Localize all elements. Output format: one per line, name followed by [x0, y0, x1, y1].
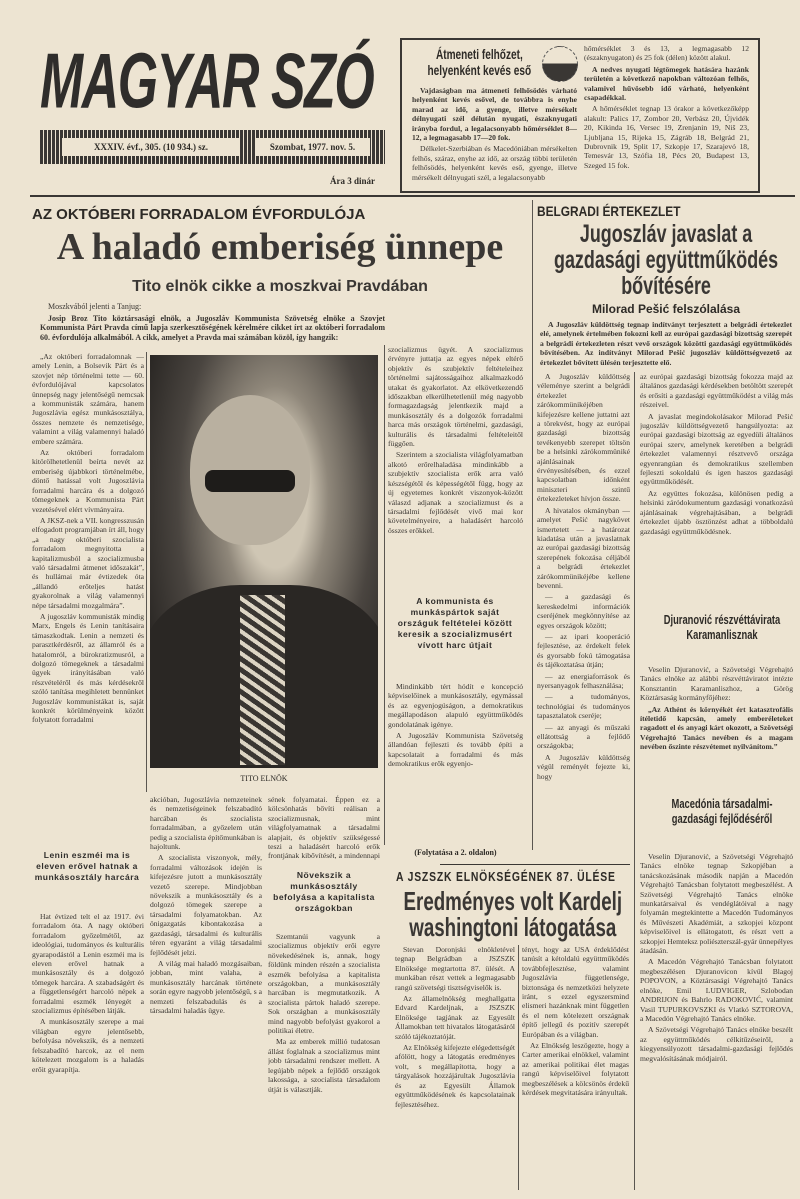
continued-note: (Folytatása a 2. oldalon) — [414, 848, 497, 857]
paragraph: A szocialista viszonyok, mély, forradalmi változások idején is kifejezésre jutott a munkásosztály vezető szerepe. Mindjobban növekszik a munkásosztály és a dolgozó tömegek szerepe a társadalmi folyamatokban. Az önigazgatás kibontakozása a gazdasági, társadalmi és kulturális téren egyaránt a világ társadalmi fejlődését jelzi. — [150, 853, 262, 957]
lead-headline: A haladó emberiség ünnepe — [56, 226, 504, 268]
paragraph: A hivatalos okmányban — amelyet Pešić nagykövet ismertetett — a határozat kiadatása után a javaslatnak az európai gazdasági bizottság szerepének fokozása céljából a belgrádi értekezlet zárókommünikéjébe kellene bevenni. — [537, 505, 630, 590]
kardelj-headline-line: Eredményes volt Kardelj — [403, 886, 623, 916]
newspaper-logo: MAGYAR SZÓ — [40, 36, 374, 125]
paragraph: A Szövetségi Végrehajtó Tanács elnöke beszélt az együttműködés célkitűzéseiről, a kiegyensúlyozott társadalmi-gazdasági fejlődés megvalósításának módjairól. — [640, 1025, 793, 1063]
kardelj-headline-line: washingtoni látogatása — [409, 912, 617, 942]
weather-column-1 — [412, 86, 577, 190]
weather-box — [400, 38, 760, 193]
paragraph: sének folyamatai. Éppen ez a kölcsönhatás bővíti reálisan a szocializmusnak, mint világfolyamatnak a társadalmi alapjait, és objektív szükségessé teszi a haladásért harcoló erők frontjának kibővítését, a mindennapi — [268, 795, 380, 861]
paragraph: szocializmus ügyét. A szocializmus érvényre juttatja az egyes népek eltérő objektív és szubjektív feltételeihez történelmi sajátosságaihoz alkalmazkodó utakat és gyakorlatot. Az elkövetkezendő időszakban elkerülhetetlenül még nagyobb formagazdagság jelentkezik majd a munkásosztály és a dolgozók forradalmi harca más országok történelmi, gazdasági, kulturális és társadalmi feltételeitől függően. — [388, 345, 523, 449]
weather-headline-line: Átmeneti felhőzet, — [435, 46, 523, 62]
macedonia-body — [640, 852, 793, 1190]
paragraph: A Macedón Végrehajtó Tanácsban folytatott megbeszélésen Djuranovicon kívül Blagoj POPOVON, a Köztársasági Végrehajtó Tanács elnöke, Emil LUDVIGER, Szlobodan ANDRIJON és Bahrlo RADOKOVIĆ, valamint Vasil TUPURKOVSZKI és Vlatkó SZTOROVA, a Macedón Végrehajtó Tanács elnöke. — [640, 957, 793, 1023]
belgrade-kicker: BELGRADI ÉRTEKEZLET — [537, 203, 681, 219]
weather-paragraph: hőmérséklet 3 és 13, a legmagasabb 12 (északnyugaton) és 25 fok (délen) között alakul. — [584, 44, 749, 63]
lenin-subhead: Lenin eszméi ma is eleven erővel hatnak a munkásosztály harcára — [34, 850, 140, 882]
belgrade-headline: Jugoszláv javaslat a gazdasági együttműködés bővítésére — [553, 220, 779, 300]
intro-paragraph: Josip Broz Tito köztársasági elnök, a Jugoszláv Kommunista Szövetség elnöke a Szovjet Kommunista Párt Pravda című lapja szerkesztőségének kérelmére cikket írt az októberi forradalom 60. évfordulója alkalmából. A cikk, amelyet a Pravda mai számában közöl, így hangzik: — [40, 313, 385, 342]
djuranovic-body — [640, 665, 793, 787]
lead-center-column — [388, 345, 523, 583]
divider — [30, 195, 795, 197]
lead-column-3 — [268, 795, 380, 861]
column-divider — [634, 372, 635, 1190]
paragraph: az európai gazdasági bizottság fokozza majd az általános gazdasági kérdésekben betöltött szerepét és erősíti a gazdasági együttműködést a világ más részeivel. — [640, 372, 793, 410]
kardelj-column-2 — [522, 945, 629, 1190]
paragraph: Az Elnökség leszögezte, hogy a Carter amerikai elnökkel, valamint az amerikai politikai élet magas rangú képviselőivel folytatott megbeszélések a kölcsönös érdekű kérdések megvitatására irányultak. — [522, 1041, 629, 1098]
belgrade-intro — [540, 320, 792, 368]
belgrade-column-2 — [640, 372, 793, 604]
lead-column-2 — [150, 795, 262, 1190]
price: Ára 3 dinár — [330, 176, 375, 186]
paragraph: A munkásosztály szerepe a mai világban egyre jelentősebb, befolyása növekszik, és a nemzeti felszabadító harcok, az el nem kötelezett mozgalom is a haladás erőit gyarapítja. — [32, 1017, 144, 1074]
paragraph: tényt, hogy az USA érdeklődést tanúsít a kétoldalú együttműködés továbbfejlesztése, valamint Jugoszlávia függetlensége, biztonsága és nemzetközi helyzete iránt, s ezzel egyszersmind elismeri hazánknak mint független és el nem kötelezett országnak építő jellegű és pozitív szerepét Európában és a világban. — [522, 945, 629, 1039]
weather-column-2 — [584, 44, 749, 190]
kardelj-kicker: A JSZSZK ELNÖKSÉGÉNEK 87. ÜLÉSE — [396, 869, 616, 884]
paragraph: Az Elnökség kifejezte elégedettségét afölött, hogy a látogatás eredményes volt, s megállapította, hogy a tárgyalások hozzájárultak Jugoszlávia és az Egyesült Államok együttműködésének és kapcsolatainak fejlesztéséhez. — [395, 1043, 515, 1109]
paragraph: Veselin Djuranović, a Szövetségi Végrehajtó Tanács elnöke tegnap Szkopjéban a tanácskozásának második napján a Macedón Végrehajtó Tanácsban folytatott megbeszélést. A Szövetségi Végrehajtó Tanács elnöke munkatársaival és vendéglátóival a nagy folyamán megtekintette a Macedón Tudományos és Művészeti Akadémiát, a szkopjei központ képviselőivel is ellátogatott, és részt vett a szkopjei Hemteksz poliészterszál-gyár ünnepélyes átadásán. — [640, 852, 793, 956]
paragraph: „Az októberi forradalomnak — amely Lenin, a Bolsevik Párt és a szovjet nép történelmi tette — 60. évfordulójával kapcsolatos ünnepség nagy jelentőségű nemcsak a kommunisták számára, hanem Jugoszlávia egész munkásosztálya, összes nemzete és nemzetisége, valamint a világ valamennyi haladó embere számára. — [32, 352, 144, 446]
lead-intro — [40, 302, 385, 350]
djuranovic-headline: Djuranović részvéttávirata Karamanlisznak — [663, 612, 781, 642]
portrait-tie — [240, 595, 285, 765]
paragraph: Hat évtized telt el az 1917. évi forradalom óta. A nagy októberi forradalom győzelmétől, az ideológiai, tudományos és kulturális gyarapodástól a Lenin eszméi ma is eleven erővel hatnak a munkásosztály és a dolgozó tömegek harcára. A szabadságért és a függetlenségért harcoló népek a forradalmi eszmék lényegét a szocializmus építésében látják. — [32, 912, 144, 1016]
paragraph: — a tudományos, technológiai és tudományos tapasztalatok cseréje; — [537, 692, 630, 721]
lead-subheadline: Tito elnök cikke a moszkvai Pravdában — [132, 278, 428, 295]
lead-kicker: AZ OKTÓBERI FORRADALOM ÉVFORDULÓJA — [32, 206, 366, 223]
paragraph: Szemtanúi vagyunk a szocializmus objektív erői egyre növekedésének is, annak, hogy földünk minden részén a szocialista eszmék befolyása a kapitalista országokban, a munkásosztály harcában is megmutatkozik. A szocialista pártok haladó szerepe. Sok országban a munkásosztály mind nagyobb befolyást gyakorol a politikai életre. — [268, 932, 380, 1036]
tito-photo — [150, 355, 378, 768]
worker-subhead: Növekszik a munkásosztály befolyása a kapitalista országokban — [273, 870, 375, 913]
issue-date: Szombat, 1977. nov. 5. — [255, 138, 370, 156]
photo-caption: TITO ELNÖK — [240, 774, 288, 783]
paragraph: — az ipari kooperáció fejlesztése, az érdekelt felek és gyorsabb fokú támogatása és tájékoztatása útján; — [537, 631, 630, 670]
paragraph: A Jugoszláv küldöttség véleménye szerint a belgrádi értekezlet zárókommünikéjében kifejezésre kellene juttatni azt a törekvést, hogy az európai gazdasági bizottság tevékenyebb szerepet töltsön be a helsinki zárókommüniké ajánlásainak érvényesítésében, és ezzel kapcsolatban időnként miniszteri szintű értekezleteket hívjon össze. — [537, 372, 630, 504]
paragraph: A jugoszláv kommunisták mindig Marx, Engels és Lenin tanításaira támaszkodtak. Lenin a nemzeti és parasztkérdésről, az államról és a hatalomról, a bürokratizmusról, a dolgozó tömegeknek a társadalmi ügyek irányításában való részvételéről és más kérdésekről szóló tanítása megihletett bennünket Jugoszláv kommunistákat is, saját konkrét körülményeink között folytatott forradalmi — [32, 611, 144, 725]
dateline: Moszkvából jelenti a Tanjug: — [48, 302, 142, 311]
kardelj-column-1 — [395, 945, 515, 1190]
issue-date-bar — [40, 130, 385, 164]
cloud-sun-icon — [542, 46, 578, 82]
belgrade-subheadline: Milorad Pešić felszólalása — [591, 302, 741, 316]
paragraph: A Jugoszláv küldöttség végül reményét fejezte ki, hogy — [537, 752, 630, 781]
paragraph: Szerintem a szocialista világfolyamatban alkotó erőrelhaladása mindinkább a szubjektív szocialista erők arra való készségétől és képességétől függ, hogy az új egyetemes konkrét viszonyok-között válaszd adjanak a szocializmust és a társadalmi fejlődését vivő mai kor követelményeire, a haladásért harcoló összes erőkkel. — [388, 450, 523, 535]
column-divider — [384, 345, 385, 845]
weather-paragraph: Vajdaságban ma átmeneti felhősödés várható helyenként kevés esővel, de továbbra is enyhe marad az idő, a gyenge, illetve mérsékelt délnyugati szél délután nyugati, északnyugati irányba fordul, a legalacsonyabb hőmérséklet 8—12, a legmagasabb 17—20 fok. — [412, 86, 577, 143]
column-divider — [146, 352, 147, 792]
paragraph: Az együttes fokozása, különösen pedig a helsinki záródokumentum gazdasági vonatkozású ajánlásainak végrehajtásában, a belgrádi értekezlet újabb ösztönzést adhat a többoldalú gazdasági együttműködésnek. — [640, 488, 793, 536]
lead-column-1 — [32, 352, 144, 840]
paragraph: Az októberi forradalom kitörölhetetlenül beírta nevét az emberiség újabbkori történelmébe, döntő hatással volt Jugoszlávia forradalmi harcára és a dolgozó tömegeknek a Kommunista Párt vezetésével elért vívmányaira. — [32, 448, 144, 514]
weather-paragraph: Délkelet-Szerbiában és Macedóniában mérsékelten felhős, száraz, enyhe az idő, az ország többi területén felhősödés, helyenként kevés eső, gyenge, illetve mérsékelt délnyugati szél, a legalacsonyabb — [412, 144, 577, 182]
paragraph: Mindinkább tért hódít e koncepció képviselőinek a munkásosztály, egymással és az egyenjogúságon, a demokratikus megállapodáson alapuló együttműködés gondolatának igénye. — [388, 682, 523, 729]
paragraph: Stevan Doronjski elnökletével tegnap Belgrádban a JSZSZK Elnöksége megtartotta 87. ülését. A munkában részt vettek a legmagasabb rangú szövetségi tisztségviselők is. — [395, 945, 515, 992]
portrait-glasses — [205, 470, 295, 492]
paragraph: A javaslat megindokolásakor Milorad Pešić jugoszláv küldöttségvezető hangsúlyozta: az európai gazdasági bizottság az egyedüli általános európai szerv, amelynek keretében a belgrádi értekezlet valamennyi résztvevő országa egyenrangúan és demokratikus szellemben fejleszti sokoldalú és igen haszos gazdasági együttműködését. — [640, 411, 793, 487]
intro-paragraph: A Jugoszláv küldöttség tegnap indítványt terjesztett a belgrádi értekezlet elé, amelynek értelmében fokozni kell az európai gazdasági bizottság szerepét a belgrádi értekezleten részt vevő országok közötti gazdasági együttműködés bővítésében. Az indítványt Milorad Pešić jugoszláv küldöttségvezető az értekezlet bővített ülésén terjesztette elő. — [540, 320, 792, 367]
paragraph: Veselin Djuranović, a Szövetségi Végrehajtó Tanács elnöke az alábbi részvéttáviratot intézte Konsztantin Karamanliszhoz, a Görög Köztársaság kormányfőjéhez: — [640, 665, 793, 703]
paragraph: — az energiaforrások és nyersanyagok felhasználása; — [537, 671, 630, 690]
lead-center-column-2 — [388, 682, 523, 842]
center-subhead: A kommunista és munkáspártok saját országuk feltételei között keresik a szocializmusért vívott harc útjait — [397, 596, 513, 650]
belgrade-column-1 — [537, 372, 630, 850]
paragraph: — a gazdasági és kereskedelmi információk cseréjének megkönnyítése az egyes országok között; — [537, 592, 630, 630]
weather-headline — [416, 46, 543, 78]
paragraph: „Az Athént és környékét ért katasztrofális ítéletidő kapcsán, amely emberéleteket ragadott el és anyagi kárt okozott, a Szövetségi Végrehajtó Tanács nevében és a magam nevében őszinte részvétemet nyilvánítom.” — [640, 704, 793, 752]
paragraph: Az államelnökség meghallgatta Edvard Kardeljnak, a JSZSZK Elnöksége tagjának az Egyesült Államokban tett hivatalos látogatásáról szóló tájékoztatóját. — [395, 994, 515, 1041]
paragraph: — az anyagi és műszaki ellátottság a fejlődő országokba; — [537, 722, 630, 751]
lead-column-1b — [32, 912, 144, 1190]
issue-number: XXXIV. évf., 305. (10 934.) sz. — [62, 138, 240, 156]
paragraph: A JKSZ-nek a VII. kongresszusán elfogadott programjában írt áll, hogy „a nagy októberi szocialista forradalom megnyitotta a kapitalizmusból a szocializmusba való társadalmi átmenet időszakát”, és hullámai már évtizedek óta „állandó erőteljes hatást gyakorolnak a világ valamennyi népe társadalmi mozgalmára”. — [32, 515, 144, 610]
paragraph: Ma az emberek millió tudatosan állást foglalnak a szocializmus mint jobb társadalmi rendszer mellett. A legújabb népek a fejlődő országok lakossága, a szocialista társadalom útját is választják. — [268, 1037, 380, 1094]
weather-paragraph: A hőmérséklet tegnap 13 órakor a következőképp alakult: Palics 17, Zombor 20, Verbász 20, Újvidék 20, Kikinda 16, Versec 19, Zrenjanin 19, Niš 23, Ljubljana 15, Rijeka 15, Zágráb 18, Belgrád 21, Dubrovnik 19, Split 17, Szkopje 17, Szarajevó 18, Temesvár 13, Szófia 18, Pécs 20, Budapest 13, Szeged 15 fok. — [584, 104, 749, 170]
weather-headline-line: helyenként kevés eső — [427, 62, 532, 78]
macedonia-headline: Macedónia társadalmi-gazdasági fejlődéséről — [671, 796, 773, 826]
paragraph: A világ mai haladó mozgásaiban, jobban, mint valaha, a munkásosztály harcának története során egyre nagyobb jelentőségű, s a nemzeti felszabadulás és a társadalmi haladás ügye. — [150, 958, 262, 1015]
divider — [440, 864, 630, 865]
paragraph: A Jugoszláv Kommunista Szövetség állandóan fejleszti és tovább építi a kapcsolatait a forradalmi és más demokratikus erők egyenjo- — [388, 731, 523, 769]
column-divider — [532, 200, 533, 850]
paragraph: akcióban, Jugoszlávia nemzeteinek és nemzetiségeinek felszabadító harcában és szocialista forradalmában, a győzelem után pedig a szocialista építőmunkában is hajoltunk. — [150, 795, 262, 852]
lead-column-3b — [268, 932, 380, 1190]
weather-paragraph: A nedves nyugati légtömegek hatására hazánk területén a következő napokban változóan felhős, valamivel hűvösebb idő várható, helyenként csapadékkal. — [584, 64, 749, 103]
column-divider — [518, 945, 519, 1190]
kardelj-headline — [394, 888, 632, 940]
